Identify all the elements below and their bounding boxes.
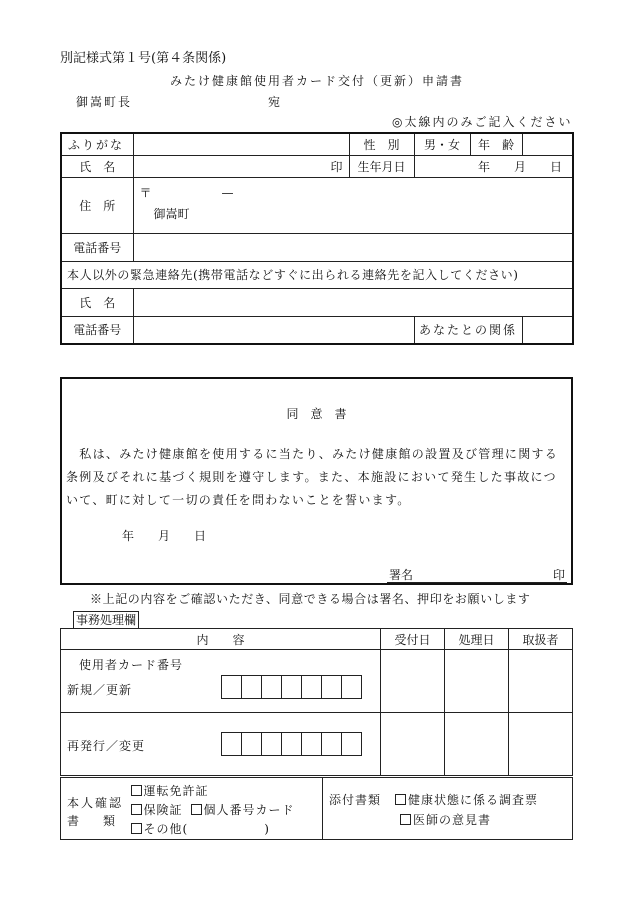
processed-date-1[interactable] (445, 650, 509, 713)
received-date-1[interactable] (381, 650, 445, 713)
consent-body: 私は、みたけ健康館を使用するに当たり、みたけ健康館の設置及び管理に関する条例及びそれに基づく規則を遵守します。また、本施設において発生した事故について、町に対して一切の責任を問わないことを誓います。 (66, 447, 559, 507)
processed-date-2[interactable] (445, 713, 509, 776)
attached-docs (323, 778, 573, 840)
consent-date[interactable]: 年 月 日 (122, 529, 207, 543)
phone-field[interactable] (133, 233, 573, 261)
applicant-table (60, 132, 574, 345)
consent-note: ※上記の内容をご確認いただき、同意できる場合は署名、押印をお願いします (90, 592, 531, 606)
col-received: 受付日 (381, 629, 445, 650)
addressee: 御嵩町長 (76, 95, 133, 109)
doctor-opinion-label: 医師の意見書 (413, 813, 492, 827)
relation-label: あなたとの関係 (414, 316, 522, 344)
card-number-boxes[interactable] (221, 675, 362, 699)
reissue-number-boxes[interactable] (221, 732, 362, 756)
address-field[interactable] (133, 177, 573, 233)
handler-2[interactable] (509, 713, 573, 776)
reissue-cell (61, 713, 381, 776)
form-title: みたけ健康館使用者カード交付（更新）申請書 (170, 74, 465, 88)
furigana-field[interactable] (133, 133, 349, 155)
seal-mark: 印 (330, 159, 343, 174)
office-label: 事務処理欄 (73, 611, 139, 629)
driver-license-label: 運転免許証 (143, 784, 209, 798)
id-check-label: 本人確認 書 類 (61, 778, 131, 840)
furigana-label: ふりがな (61, 133, 133, 155)
handler-1[interactable] (509, 650, 573, 713)
postal-mark: 〒 (139, 185, 152, 200)
insurance-card-checkbox[interactable] (131, 804, 142, 815)
address-label: 住 所 (61, 177, 133, 233)
signature-label: 署名 (389, 568, 414, 582)
gender-label: 性 別 (349, 133, 414, 155)
mynumber-card-label: 個人番号カード (203, 803, 295, 817)
mynumber-card-checkbox[interactable] (191, 804, 202, 815)
documents-table (60, 777, 573, 840)
other-id-checkbox[interactable] (131, 823, 142, 834)
received-date-2[interactable] (381, 713, 445, 776)
health-survey-label: 健康状態に係る調査票 (408, 793, 539, 807)
emergency-phone-label: 電話番号 (61, 316, 133, 344)
insurance-card-label: 保険証 (143, 803, 183, 817)
birthdate-field[interactable]: 年 月 日 (414, 155, 573, 177)
emergency-heading: 本人以外の緊急連絡先(携帯電話などすぐに出られる連絡先を記入してください) (61, 261, 573, 288)
card-number-label: 使用者カード番号 (79, 658, 184, 672)
age-label: 年 齢 (470, 133, 522, 155)
other-id-label: その他( (143, 822, 189, 836)
new-renew-label: 新規／更新 (67, 683, 133, 697)
name-field[interactable] (133, 155, 349, 177)
gender-options[interactable]: 男・女 (414, 133, 470, 155)
id-check-options (131, 778, 323, 840)
emergency-phone-field[interactable] (133, 316, 414, 344)
health-survey-checkbox[interactable] (395, 794, 406, 805)
fill-instruction: ◎太線内のみご記入ください (392, 115, 573, 129)
attached-label: 添付書類 (329, 793, 382, 807)
reissue-label: 再発行／変更 (67, 739, 146, 753)
signature-line[interactable] (387, 567, 567, 583)
col-content: 内 容 (61, 629, 381, 650)
col-handler: 取扱者 (509, 629, 573, 650)
signature-seal: 印 (552, 568, 565, 582)
emergency-name-field[interactable] (133, 288, 573, 316)
birthdate-label: 生年月日 (349, 155, 414, 177)
honorific: 宛 (268, 95, 281, 109)
doctor-opinion-checkbox[interactable] (400, 814, 411, 825)
col-processed: 処理日 (445, 629, 509, 650)
relation-field[interactable] (522, 316, 573, 344)
name-label: 氏 名 (61, 155, 133, 177)
consent-box (60, 377, 573, 585)
postal-dash: — (221, 185, 234, 200)
town-name: 御嵩町 (153, 206, 190, 221)
phone-label: 電話番号 (61, 233, 133, 261)
driver-license-checkbox[interactable] (131, 785, 142, 796)
other-id-close: ) (264, 822, 270, 836)
new-renew-cell (61, 650, 381, 713)
age-field[interactable] (522, 133, 573, 155)
consent-title: 同 意 書 (286, 407, 347, 421)
office-table (60, 628, 573, 776)
emergency-name-label: 氏 名 (61, 288, 133, 316)
form-number: 別記様式第１号(第４条関係) (60, 51, 227, 66)
